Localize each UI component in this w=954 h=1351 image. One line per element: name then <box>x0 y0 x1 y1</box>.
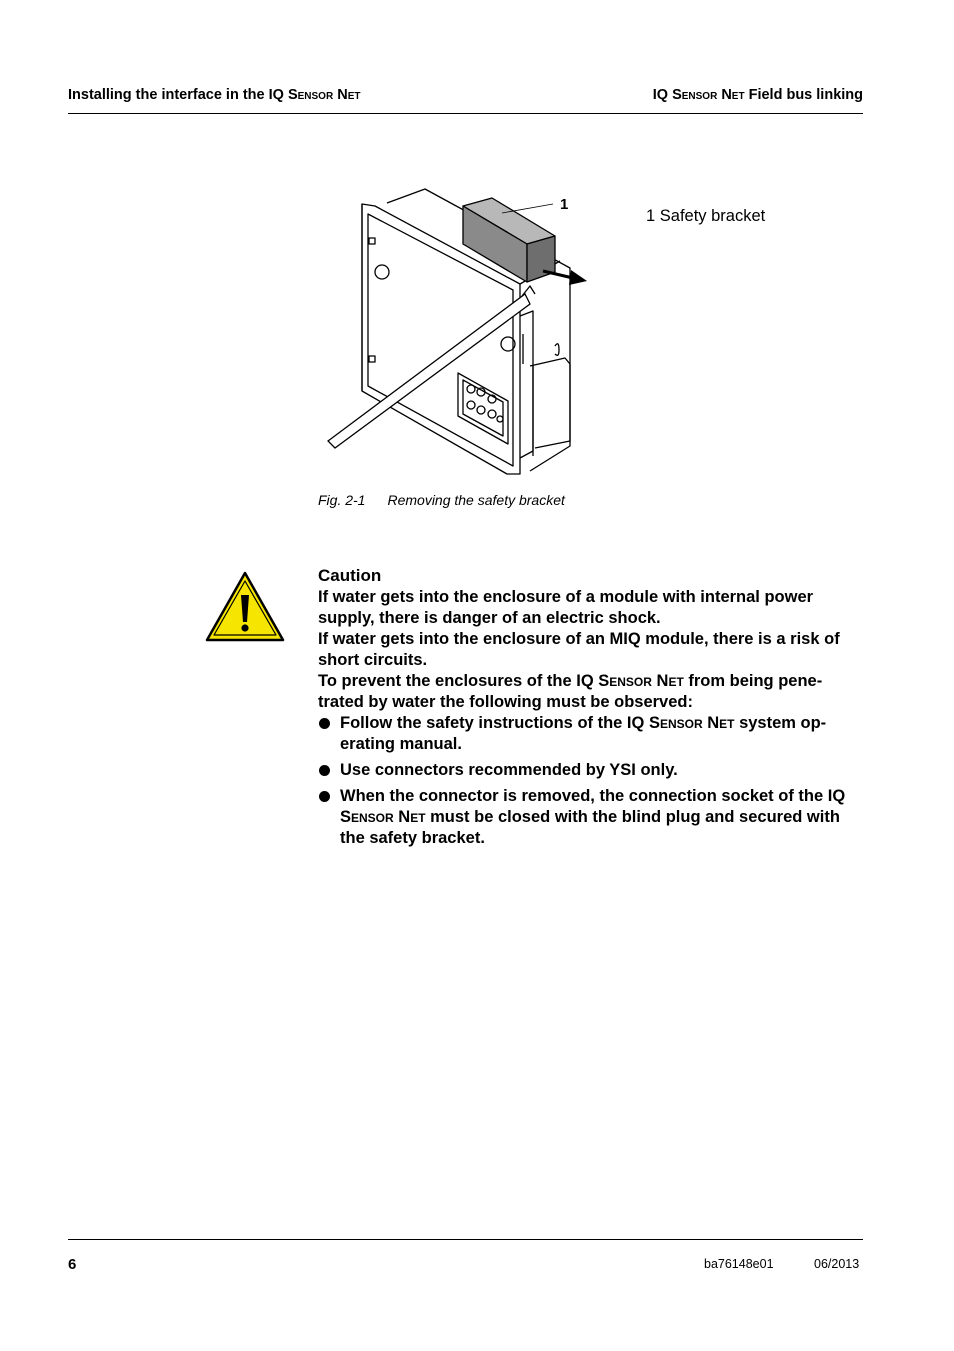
header-right-prefix: IQ <box>652 87 673 103</box>
bullet-icon <box>319 791 330 802</box>
bullet3-suffix: must be closed with the blind plug and secured with the safety bracket. <box>340 808 840 847</box>
bullet1-prefix: Follow the safety instructions of the IQ <box>340 714 649 732</box>
header-rule <box>68 113 863 114</box>
bullet-icon <box>319 765 330 776</box>
para3-suffix: from being pene-trated by water the following must be observed: <box>318 672 823 711</box>
caution-title: Caution <box>318 566 382 585</box>
bullet-icon <box>319 718 330 729</box>
header-left-text: Installing the interface in the IQ <box>68 87 288 103</box>
bullet1-suffix: system op-erating manual. <box>340 714 827 753</box>
header-right-suffix: Field bus linking <box>744 87 863 103</box>
bullet3-net: Net <box>398 808 426 826</box>
caution-block <box>318 565 866 854</box>
caution-paragraph-electric-shock: If water gets into the enclosure of a module with internal power supply, there is danger of an electric shock. <box>318 588 814 627</box>
callout-number: 1 <box>560 196 569 213</box>
list-item <box>318 713 866 755</box>
page-number: 6 <box>68 1256 77 1273</box>
caption-title: Removing the safety bracket <box>387 492 565 508</box>
warning-triangle-icon <box>205 571 285 642</box>
caution-paragraph-short-circuit: If water gets into the enclosure of an MIQ module, there is a risk of short circuits. <box>318 630 840 669</box>
safety-bracket-illustration <box>325 186 595 478</box>
running-header-left <box>68 87 360 103</box>
header-left-sensor: Sensor <box>287 87 334 103</box>
bullet2-text: Use connectors recommended by YSI only. <box>340 761 678 779</box>
document-date: 06/2013 <box>814 1257 860 1271</box>
header-left-net: Net <box>337 87 361 103</box>
para3-prefix: To prevent the enclosures of the IQ <box>318 672 599 690</box>
header-right-net: Net <box>721 87 745 103</box>
bullet3-sensor: Sensor <box>340 808 394 826</box>
bullet3-prefix: When the connector is removed, the connection socket of the IQ <box>340 787 846 805</box>
list-item <box>318 760 866 781</box>
para3-net: Net <box>656 672 684 690</box>
para3-sensor: Sensor <box>598 672 652 690</box>
bullet1-sensor: Sensor <box>648 714 703 732</box>
caution-paragraph-prevent <box>318 671 866 713</box>
document-code: ba76148e01 <box>704 1257 774 1271</box>
running-header-right <box>653 87 863 103</box>
bullet1-net: Net <box>707 714 735 732</box>
header-right-sensor: Sensor <box>672 87 718 103</box>
list-item <box>318 786 866 849</box>
figure-legend: 1 Safety bracket <box>646 207 766 225</box>
caption-label: Fig. 2-1 <box>318 492 366 508</box>
figure-caption <box>318 492 565 508</box>
footer-rule <box>68 1239 863 1240</box>
caution-bullet-list <box>318 713 866 849</box>
